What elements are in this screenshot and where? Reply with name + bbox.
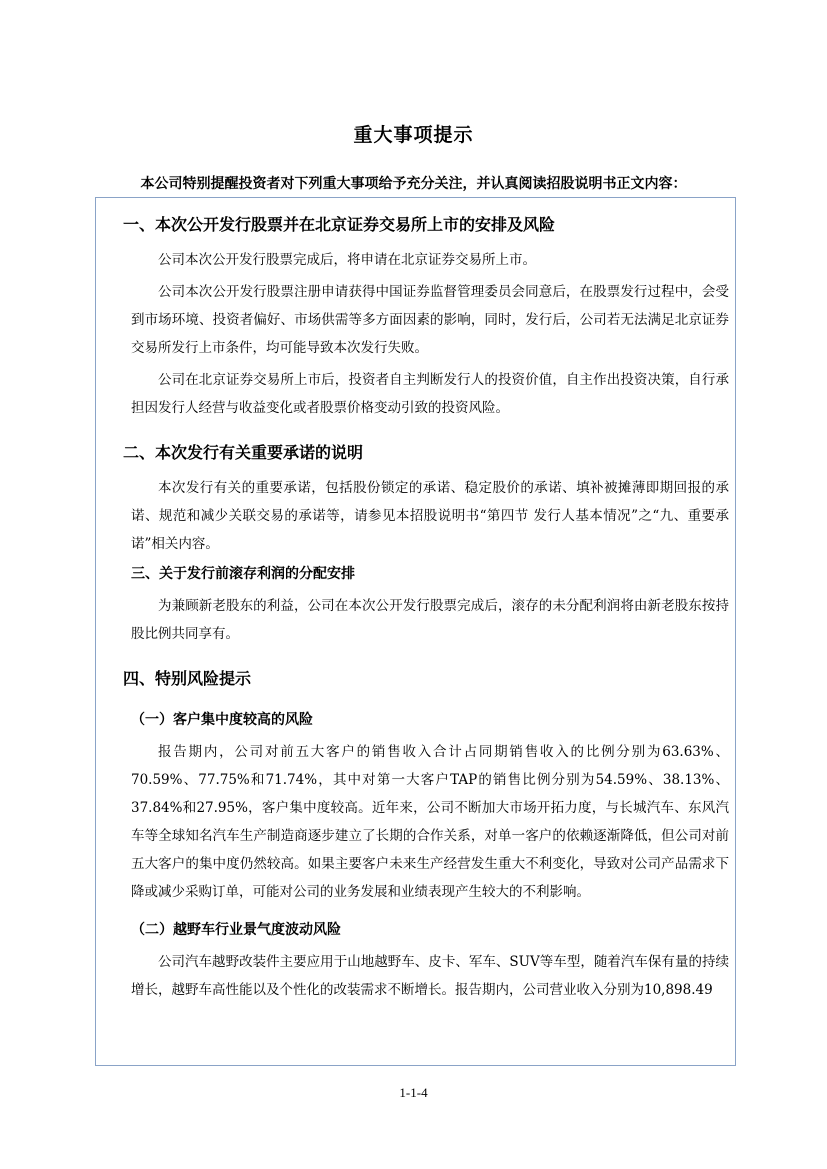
section-4-sub-1-paragraph: 报告期内，公司对前五大客户的销售收入合计占同期销售收入的比例分别为63.63%、70.59%、77.75%和71.74%，其中对第一大客户TAP的销售比例分别为54.59%、38.13%、37.84%和27.95%，客户集中度较高。近年来，公司不断加大市场开拓力度，与长城汽车、东风汽车等全球知名汽车生产制造商逐步建立了长期的合作关系，对单一客户的依赖逐渐降低，但公司对前五大客户的集中度仍然较高。如果主要客户未来生产经营发生重大不利变化，导致对公司产品需求下降或减少采购订单，可能对公司的业务发展和业绩表现产生较大的不利影响。 <box>131 744 729 900</box>
section-4-heading: 四、特别风险提示 <box>123 669 252 688</box>
section-4-sub-2-heading: （二）越野车行业景气度波动风险 <box>131 922 341 938</box>
section-1-paragraph-2: 公司本次公开发行股票注册申请获得中国证券监督管理委员会同意后，在股票发行过程中，会受到市场环境、投资者偏好、市场供需等多方面因素的影响，同时，发行后，公司若无法满足北京证券交易所发行上市条件，均可能导致本次发行失败。 <box>131 284 729 356</box>
investor-notice: 本公司特别提醒投资者对下列重大事项给予充分关注，并认真阅读招股说明书正文内容： <box>140 176 687 192</box>
section-4-sub-1-heading: （一）客户集中度较高的风险 <box>131 712 313 728</box>
page-number: 1-1-4 <box>399 1085 428 1100</box>
section-3-heading: 三、关于发行前滚存利润的分配安排 <box>131 566 355 582</box>
section-1-paragraph-3: 公司在北京证券交易所上市后，投资者自主判断发行人的投资价值，自主作出投资决策，自行承担因发行人经营与收益变化或者股票价格变动引致的投资风险。 <box>131 372 729 416</box>
section-2-heading: 二、本次发行有关重要承诺的说明 <box>123 443 364 462</box>
section-4-sub-2-paragraph: 公司汽车越野改装件主要应用于山地越野车、皮卡、军车、SUV等车型，随着汽车保有量的持续增长，越野车高性能以及个性化的改装需求不断增长。报告期内，公司营业收入分别为10,898.49 <box>131 954 729 998</box>
section-1-paragraph-1: 公司本次公开发行股票完成后，将申请在北京证券交易所上市。 <box>158 252 536 268</box>
page-title: 重大事项提示 <box>353 124 474 146</box>
section-2-paragraph-1: 本次发行有关的重要承诺，包括股份锁定的承诺、稳定股价的承诺、填补被摊薄即期回报的承诺、规范和减少关联交易的承诺等，请参见本招股说明书“第四节 发行人基本情况”之“九、重要承诺”相关内容。 <box>131 480 729 552</box>
section-1-heading: 一、本次公开发行股票并在北京证券交易所上市的安排及风险 <box>123 215 556 234</box>
content-frame <box>95 197 736 1066</box>
section-3-paragraph-1: 为兼顾新老股东的利益，公司在本次公开发行股票完成后，滚存的未分配利润将由新老股东按持股比例共同享有。 <box>131 598 729 642</box>
content-body <box>123 212 729 1008</box>
